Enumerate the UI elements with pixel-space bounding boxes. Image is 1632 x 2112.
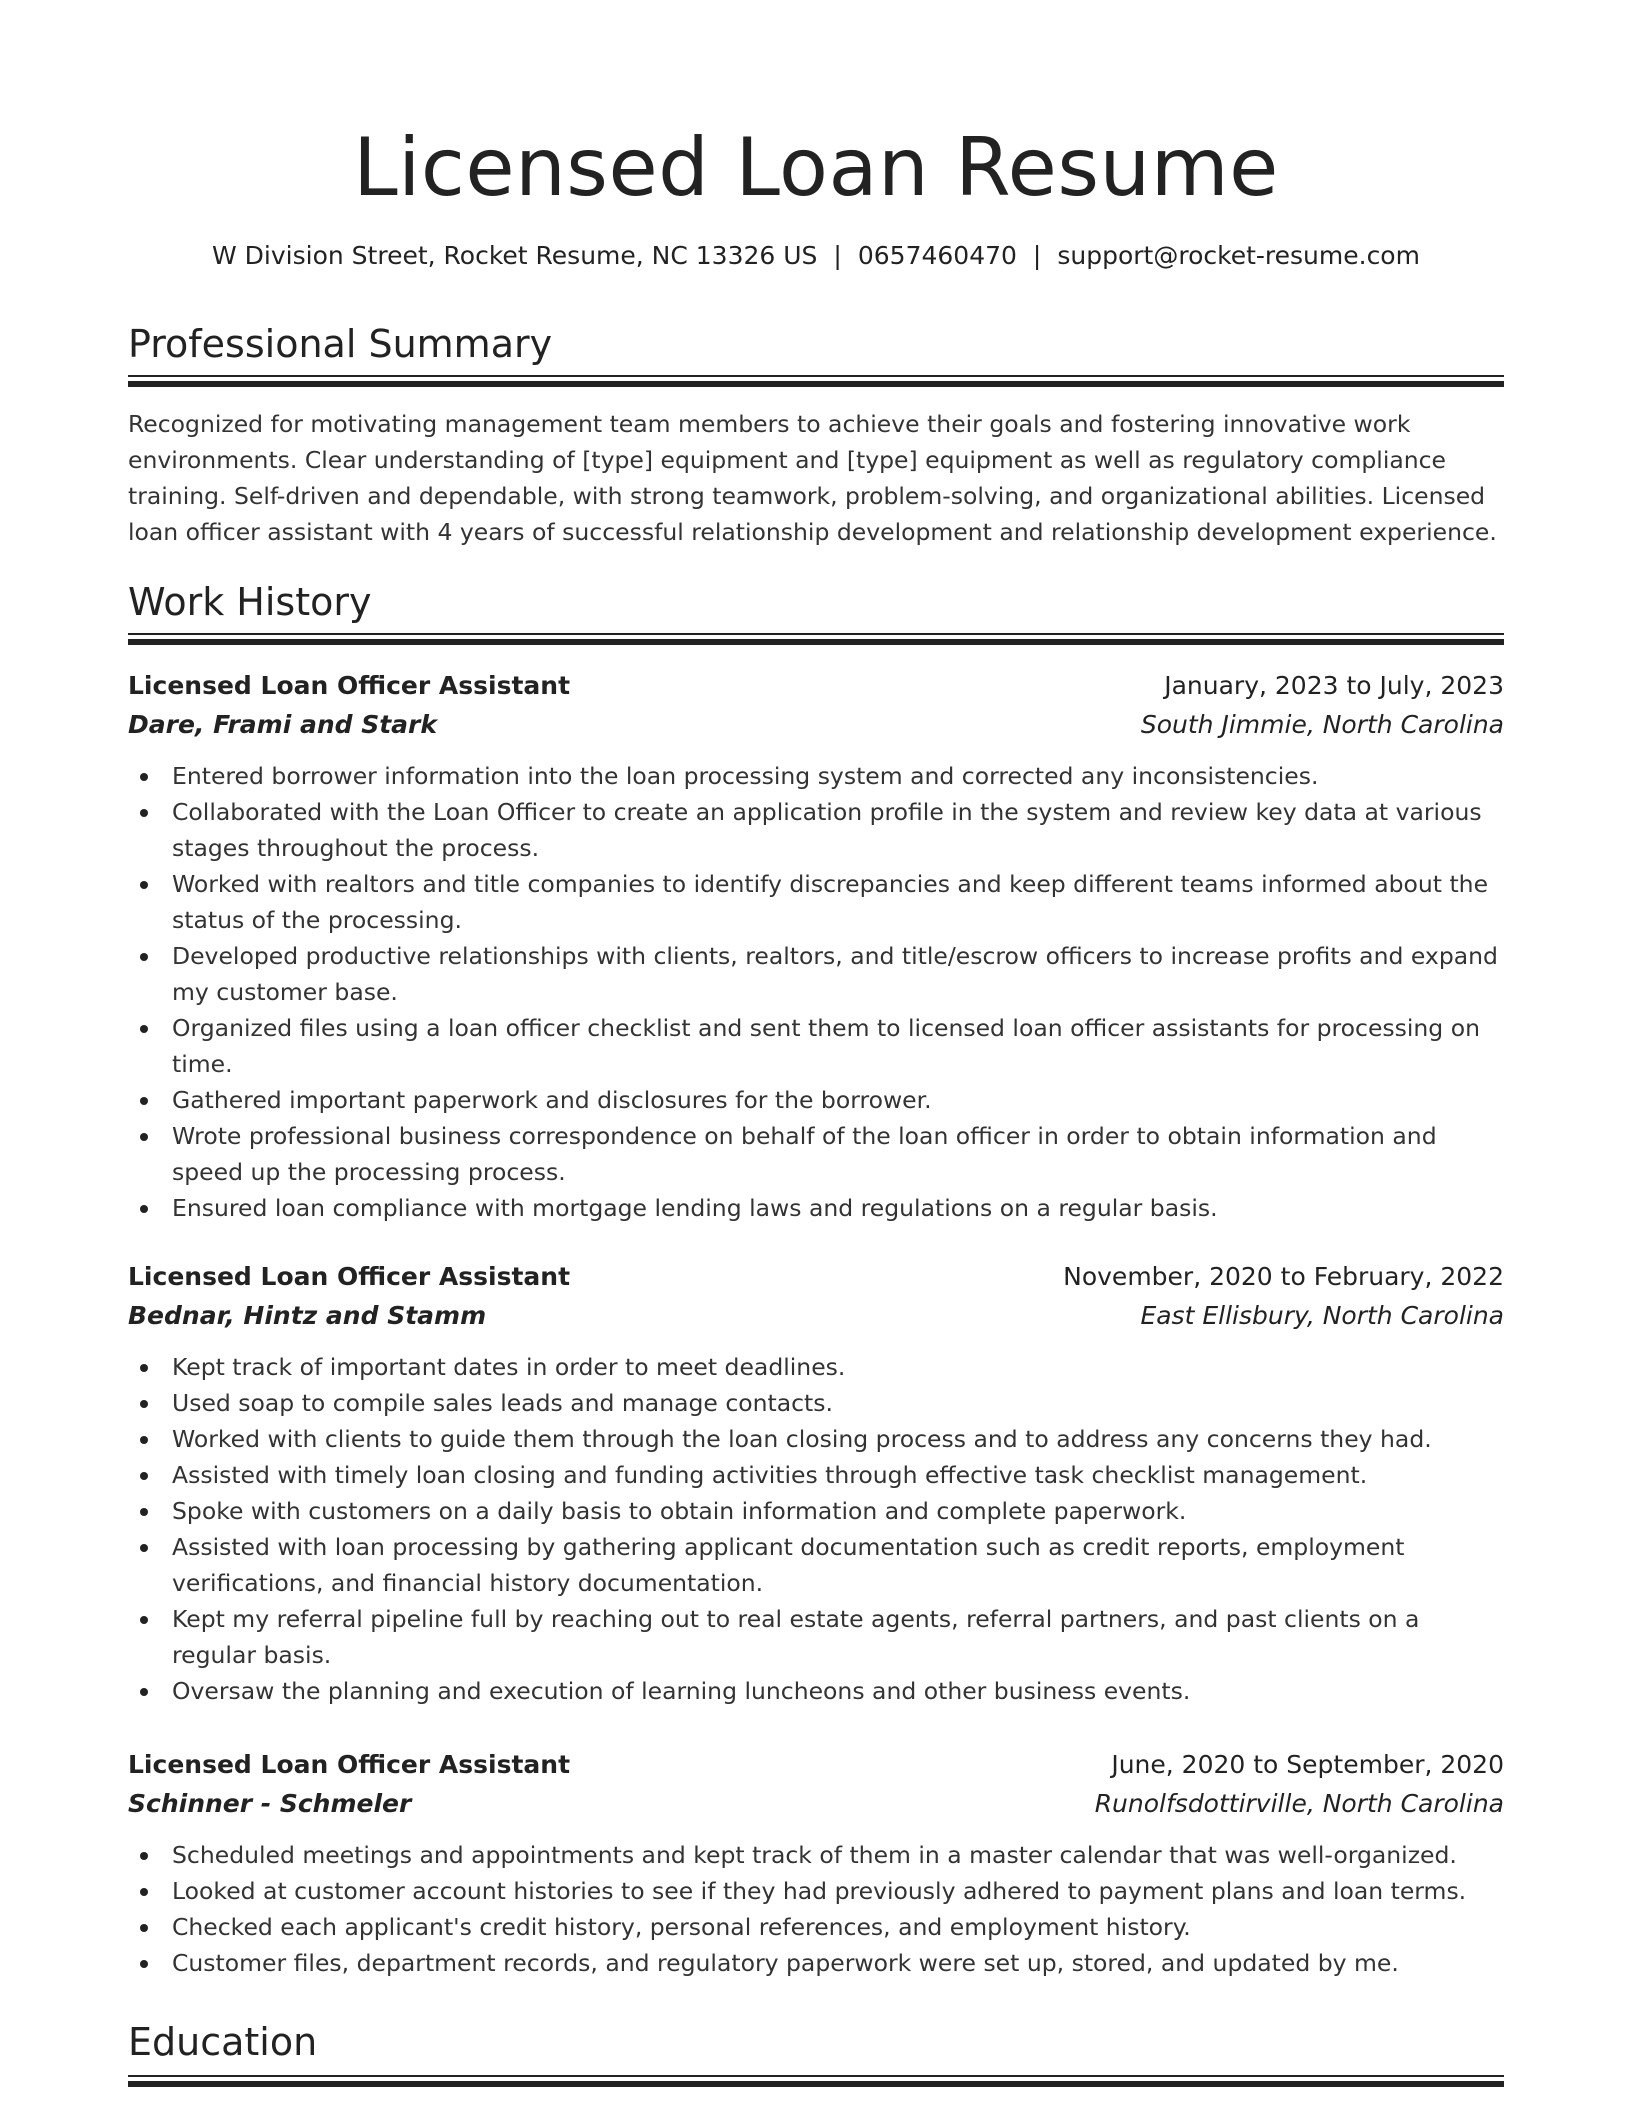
section-title-education: Education (128, 2020, 318, 2064)
job-dates: June, 2020 to September, 2020 (1111, 1750, 1504, 1779)
list-item: Developed productive relationships with clients, realtors, and title/escrow officers to increase profits and expand my customer base. (128, 938, 1504, 1010)
list-item: Looked at customer account histories to see if they had previously adhered to payment plans and loan terms. (128, 1873, 1504, 1909)
contact-separator: | (1032, 241, 1042, 270)
list-item: Kept my referral pipeline full by reaching out to real estate agents, referral partners, and past clients on a regular basis. (128, 1601, 1504, 1673)
section-divider (128, 375, 1504, 387)
job-title: Licensed Loan Officer Assistant (128, 671, 571, 700)
contact-address: W Division Street, Rocket Resume, NC 13326 US (212, 241, 818, 270)
job-company-row (128, 1296, 1504, 1335)
list-item: Ensured loan compliance with mortgage lending laws and regulations on a regular basis. (128, 1190, 1504, 1226)
contact-separator: | (833, 241, 842, 270)
job-entry (128, 1257, 1504, 1709)
job-company-row (128, 705, 1504, 744)
contact-line (128, 238, 1504, 274)
section-divider (128, 2075, 1504, 2087)
list-item: Organized files using a loan officer checklist and sent them to licensed loan officer assistants for processing on time. (128, 1010, 1504, 1082)
contact-email: support@rocket-resume.com (1057, 241, 1420, 270)
job-title: Licensed Loan Officer Assistant (128, 1750, 571, 1779)
job-location: East Ellisbury, North Carolina (1140, 1301, 1504, 1330)
job-location: Runolfsdottirville, North Carolina (1094, 1789, 1504, 1818)
list-item: Worked with clients to guide them through the loan closing process and to address any concerns they had. (128, 1421, 1504, 1457)
list-item: Kept track of important dates in order to meet deadlines. (128, 1349, 1504, 1385)
list-item: Collaborated with the Loan Officer to create an application profile in the system and review key data at various stages throughout the process. (128, 794, 1504, 866)
job-dates: November, 2020 to February, 2022 (1063, 1262, 1504, 1291)
job-header-row (128, 666, 1504, 705)
job-header-row (128, 1745, 1504, 1784)
list-item: Checked each applicant's credit history, personal references, and employment history. (128, 1909, 1504, 1945)
section-title-work-history: Work History (128, 580, 372, 624)
list-item: Oversaw the planning and execution of learning luncheons and other business events. (128, 1673, 1504, 1709)
list-item: Gathered important paperwork and disclosures for the borrower. (128, 1082, 1504, 1118)
list-item: Assisted with loan processing by gathering applicant documentation such as credit reports, employment verifications, and financial history documentation. (128, 1529, 1504, 1601)
job-entry (128, 666, 1504, 1226)
resume-title: Licensed Loan Resume (353, 121, 1279, 214)
job-bullet-list (128, 1349, 1504, 1709)
list-item: Used soap to compile sales leads and manage contacts. (128, 1385, 1504, 1421)
job-entry (128, 1745, 1504, 1981)
section-title-professional-summary: Professional Summary (128, 322, 553, 366)
job-company: Dare, Frami and Stark (128, 710, 438, 739)
list-item: Customer files, department records, and regulatory paperwork were set up, stored, and updated by me. (128, 1945, 1504, 1981)
list-item: Scheduled meetings and appointments and kept track of them in a master calendar that was well-organized. (128, 1837, 1504, 1873)
list-item: Assisted with timely loan closing and funding activities through effective task checklist management. (128, 1457, 1504, 1493)
job-location: South Jimmie, North Carolina (1140, 710, 1504, 739)
job-company-row (128, 1784, 1504, 1823)
job-bullet-list (128, 758, 1504, 1226)
contact-phone: 0657460470 (857, 241, 1017, 270)
job-company: Schinner - Schmeler (128, 1789, 412, 1818)
job-company: Bednar, Hintz and Stamm (128, 1301, 487, 1330)
job-dates: January, 2023 to July, 2023 (1164, 671, 1504, 700)
summary-text: Recognized for motivating management team members to achieve their goals and fostering innovative work environments. Clear understanding of [type] equipment and [type] equipment as well as regulatory compliance training. Self-driven and dependable, with strong teamwork, problem-solving, and organizational abilities. Licensed loan officer assistant with 4 years of successful relationship development and relationship development experience. (128, 410, 1497, 546)
section-divider (128, 633, 1504, 645)
list-item: Worked with realtors and title companies to identify discrepancies and keep different teams informed about the status of the processing. (128, 866, 1504, 938)
list-item: Wrote professional business correspondence on behalf of the loan officer in order to obtain information and speed up the processing process. (128, 1118, 1504, 1190)
list-item: Spoke with customers on a daily basis to obtain information and complete paperwork. (128, 1493, 1504, 1529)
list-item: Entered borrower information into the loan processing system and corrected any inconsistencies. (128, 758, 1504, 794)
job-bullet-list (128, 1837, 1504, 1981)
job-header-row (128, 1257, 1504, 1296)
job-title: Licensed Loan Officer Assistant (128, 1262, 571, 1291)
